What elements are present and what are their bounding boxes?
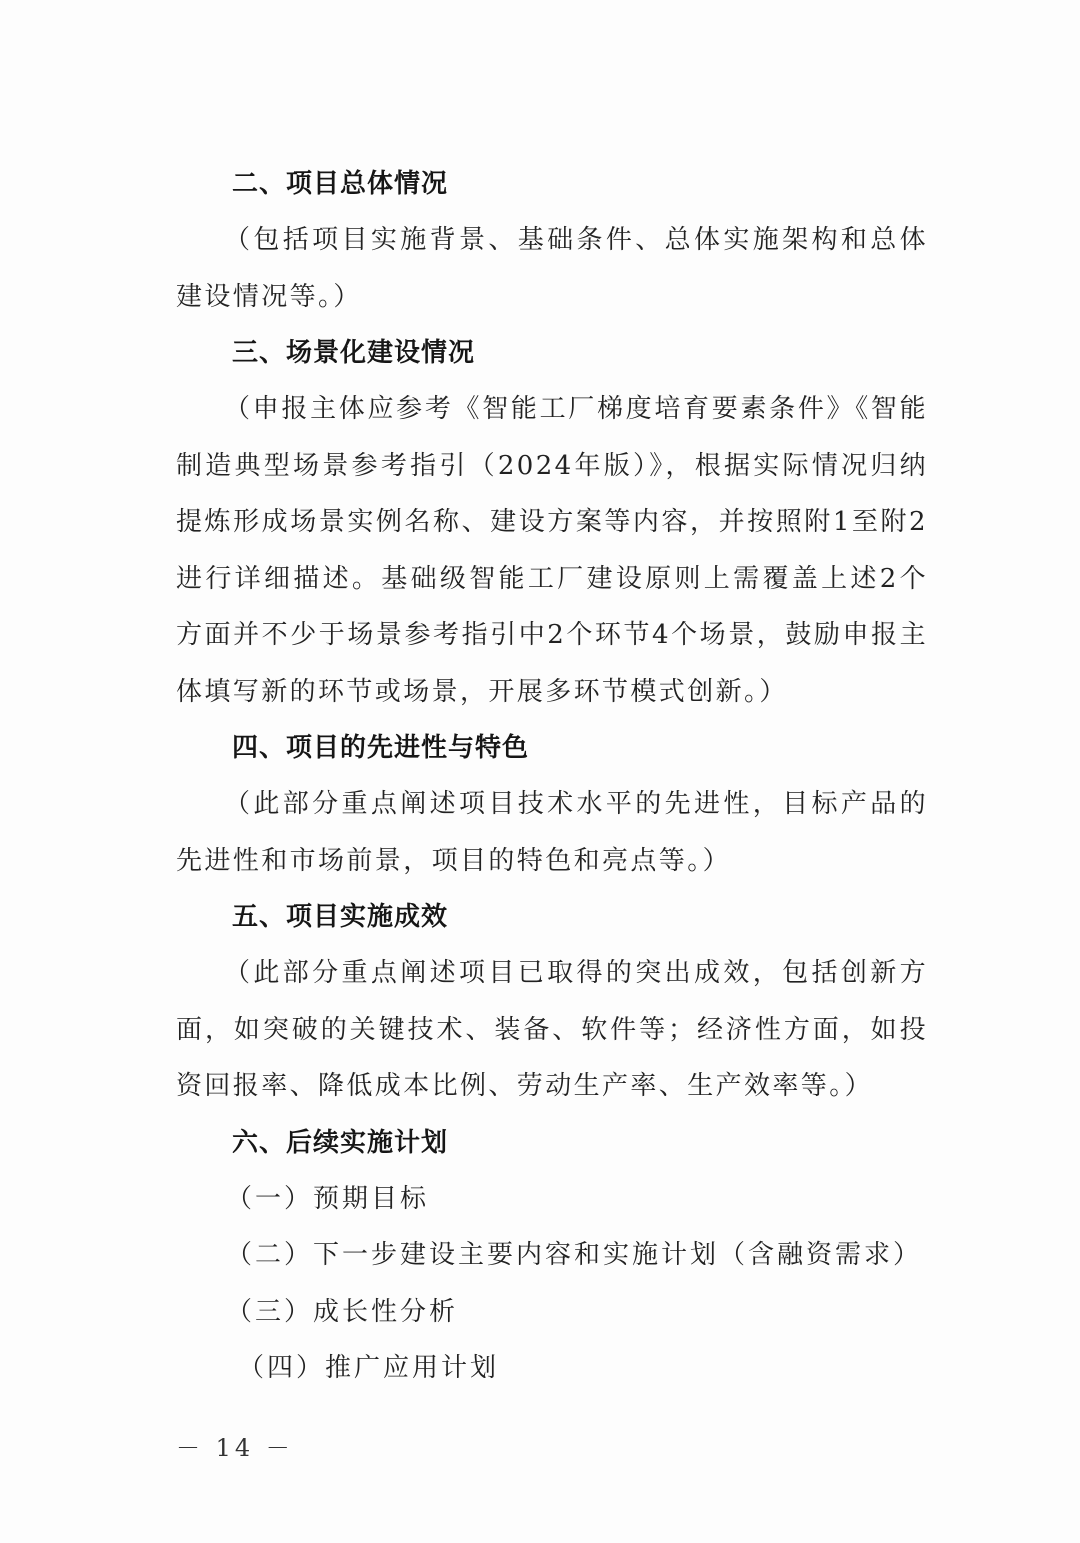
- section-body-advancement: （此部分重点阐述项目技术水平的先进性，目标产品的先进性和市场前景，项目的特色和亮点等。）: [176, 789, 928, 876]
- followup-item-plan: （二）下一步建设主要内容和实施计划（含融资需求）: [226, 1240, 923, 1270]
- section-body-results: （此部分重点阐述项目已取得的突出成效，包括创新方面，如突破的关键技术、装备、软件等；经济性方面，如投资回报率、降低成本比例、劳动生产率、生产效率等。）: [176, 958, 928, 1101]
- section-heading-followup: 六、后续实施计划: [232, 1127, 449, 1158]
- section-heading-scenario: 三、场景化建设情况: [232, 338, 476, 368]
- followup-item-goals: （一）预期目标: [226, 1183, 430, 1214]
- followup-item-promotion: （四）推广应用计划: [238, 1353, 500, 1383]
- followup-item-growth: （三）成长性分析: [226, 1296, 459, 1327]
- section-heading-overall: 二、项目总体情况: [232, 169, 449, 199]
- section-heading-results: 五、项目实施成效: [232, 902, 449, 932]
- page-content: [176, 156, 928, 1397]
- section-body-overall: （包括项目实施背景、基础条件、总体实施架构和总体建设情况等。）: [176, 225, 928, 312]
- section-body-scenario: （申报主体应参考《智能工厂梯度培育要素条件》《智能制造典型场景参考指引（2024年版）》，根据实际情况归纳提炼形成场景实例名称、建设方案等内容，并按照附1至附2进行详细描述。基础级智能工厂建设原则上需覆盖上述2个方面并不少于场景参考指引中2个环节4个场景，鼓励申报主体填写新的环节或场景，开展多环节模式创新。）: [176, 394, 928, 707]
- page-number: － 14 －: [176, 1434, 294, 1462]
- section-heading-advancement: 四、项目的先进性与特色: [232, 733, 530, 763]
